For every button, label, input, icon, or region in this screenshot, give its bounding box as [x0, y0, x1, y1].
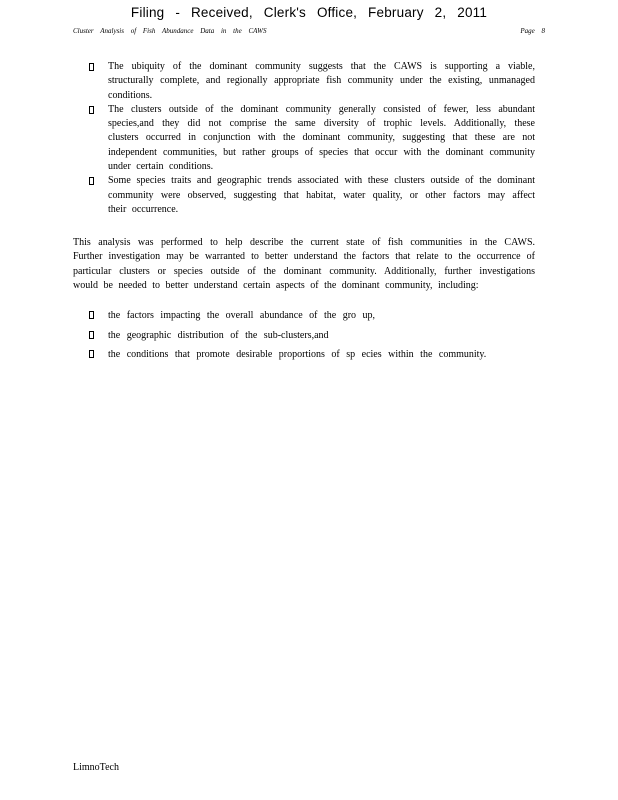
list-item	[89, 345, 535, 365]
investigation-bullet-list	[89, 306, 535, 365]
running-head	[73, 27, 545, 35]
filing-stamp-header: Filing - Received, Clerk's Office, February 2, 2011	[130, 5, 488, 20]
footer-company-name: LimnoTech	[73, 762, 119, 773]
list-item	[89, 60, 535, 103]
bullet-box-icon	[89, 311, 94, 319]
bullet-box-icon	[89, 350, 94, 358]
bullet-box-icon	[89, 106, 94, 114]
list-item	[89, 326, 535, 346]
list-item	[89, 103, 535, 174]
bullet-box-icon	[89, 177, 94, 185]
document-title: Cluster Analysis of Fish Abundance Data in the CAWS	[73, 27, 267, 35]
body-paragraph: This analysis was performed to help describe the current state of fish communities in the CAWS. Further investigation may be warranted to better understand the factors that relate to the occurrence of particular clusters or species outside of the dominant community. Additionally, further investigations would be needed to better understand certain aspects of the dominant community, including:	[73, 237, 535, 291]
bullet-box-icon	[89, 63, 94, 71]
bullet-text: the geographic distribution of the sub-clusters,and	[108, 329, 329, 341]
bullet-box-icon	[89, 331, 94, 339]
bullet-text: the factors impacting the overall abundance of the gro up,	[108, 310, 376, 321]
findings-bullet-list	[89, 60, 535, 217]
page-number: Page 8	[520, 27, 545, 35]
bullet-text: the conditions that promote desirable proportions of sp ecies within the community.	[108, 349, 487, 360]
bullet-text: Some species traits and geographic trends associated with these clusters outside of the dominant community were observed, suggesting that habitat, water quality, or other factors may affect their occurrence.	[108, 175, 535, 215]
list-item	[89, 306, 535, 326]
bullet-text: The clusters outside of the dominant community generally consisted of fewer, less abundant species,and they did not comprise the same diversity of trophic levels. Additionally, these clusters occurred in conjunction with the dominant community, suggesting that these are not independent communities, but rather groups of species that occur with the dominant community under certain conditions.	[108, 103, 535, 173]
list-item	[89, 174, 535, 217]
bullet-text: The ubiquity of the dominant community suggests that the CAWS is supporting a viable, structurally complete, and regionally appropriate fish community under the existing, unmanaged conditions.	[108, 61, 535, 101]
